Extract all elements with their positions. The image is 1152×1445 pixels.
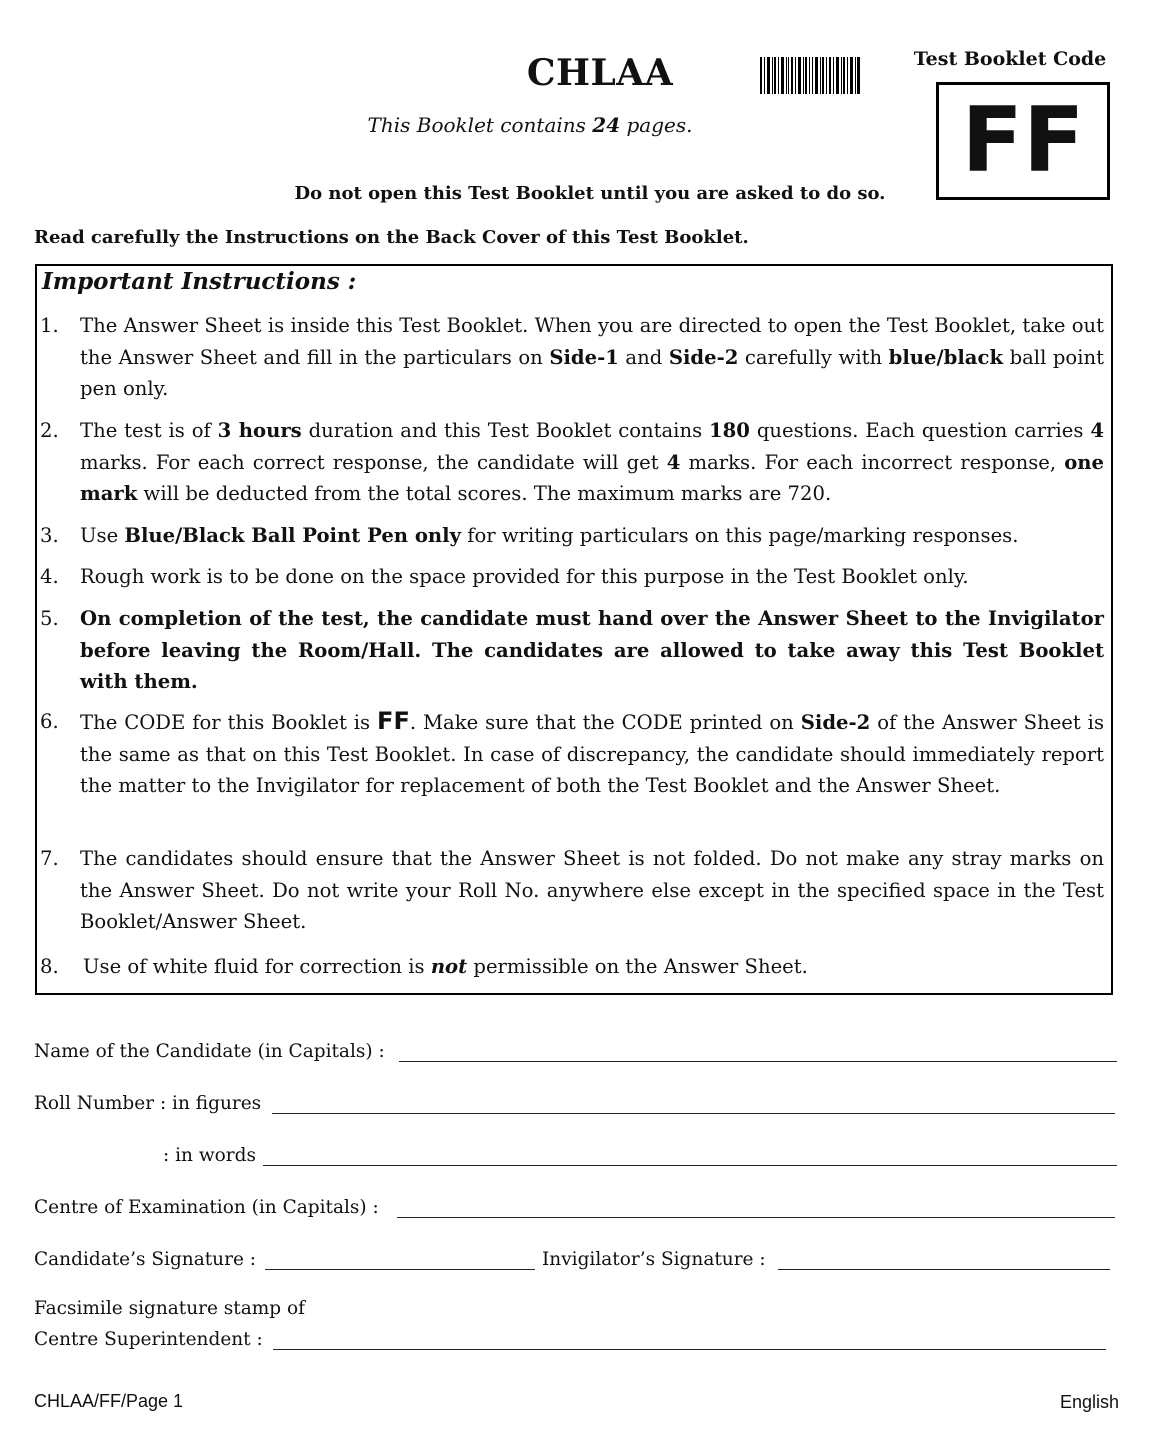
instruction-text-part: The CODE for this Booklet is <box>80 711 378 734</box>
pages-count: 24 <box>592 113 621 137</box>
instruction-item <box>40 310 1104 405</box>
roll-number-figures-field[interactable] <box>272 1113 1115 1114</box>
booklet-code-inline: FF <box>377 707 410 735</box>
instruction-text-bold: 180 <box>709 419 750 442</box>
instruction-text-part: marks. For each correct response, the candidate will get <box>80 450 667 474</box>
instruction-text-part: . Make sure that the CODE printed on <box>409 711 801 734</box>
instruction-text-part: will be deducted from the total scores. The maximum marks are 720. <box>137 482 832 505</box>
instruction-text-bold: Blue/Black Ball Point Pen only <box>124 524 461 547</box>
language-label: English <box>1059 1392 1119 1412</box>
instruction-text-part: The test is of <box>80 419 218 442</box>
instruction-number: 7. <box>40 847 59 870</box>
candidate-signature-field[interactable] <box>265 1269 535 1270</box>
instruction-text: On completion of the test, the candidate must hand over the Answer Sheet to the Invigilator before leaving the Room/Hall. The candidates are allowed to take away this Test Booklet with them. <box>80 607 1104 693</box>
test-booklet-code-box <box>936 82 1110 200</box>
instruction-text <box>80 706 1104 802</box>
instruction-text-part: Use <box>80 524 125 547</box>
instruction-number: 3. <box>40 524 59 547</box>
instruction-text-part: permissible on the Answer Sheet. <box>467 955 808 978</box>
roll-number-words-label: : in words <box>163 1145 256 1166</box>
instruction-item <box>40 706 1104 802</box>
instruction-text: The candidates should ensure that the Answer Sheet is not folded. Do not make any stray marks on the Answer Sheet. Do not write your Roll No. anywhere else except in the specified space in the Test Booklet/Answer Sheet. <box>80 847 1104 933</box>
facsimile-label-line1: Facsimile signature stamp of <box>34 1298 306 1319</box>
do-not-open-notice: Do not open this Test Booklet until you are asked to do so. <box>294 183 886 204</box>
instruction-text-part: and <box>618 345 669 369</box>
booklet-page-count-line <box>260 113 800 137</box>
instruction-number: 6. <box>40 710 59 733</box>
instruction-item <box>40 561 1104 593</box>
invigilator-signature-field[interactable] <box>778 1269 1110 1270</box>
instruction-text: Rough work is to be done on the space provided for this purpose in the Test Booklet only. <box>80 565 969 588</box>
centre-superintendent-label: Centre Superintendent : <box>34 1329 263 1350</box>
instruction-text-bold: 4 <box>666 450 681 474</box>
instruction-text-bold: 4 <box>1090 419 1104 442</box>
instructions-heading: Important Instructions : <box>42 268 357 295</box>
instruction-text-part: The Answer Sheet is inside this Test Booklet. When you are directed to open the Test Booklet, take out the Answer Sheet and fill in the particulars on <box>80 314 1104 369</box>
instruction-number: 1. <box>40 314 59 337</box>
invigilator-signature-label: Invigilator’s Signature : <box>542 1249 766 1270</box>
centre-of-examination-field[interactable] <box>397 1217 1115 1218</box>
instruction-text-emphasis: not <box>430 955 468 978</box>
candidate-signature-label: Candidate’s Signature : <box>34 1249 256 1270</box>
instruction-text <box>80 520 1104 552</box>
test-booklet-code: FF <box>961 88 1085 193</box>
instruction-text-part: marks. For each incorrect response, <box>680 450 1065 474</box>
instruction-number: 2. <box>40 419 59 442</box>
instruction-number: 4. <box>40 565 59 588</box>
instruction-text-part: ball point pen only. <box>80 345 1104 400</box>
instruction-item <box>40 843 1104 938</box>
instruction-number: 5. <box>40 607 59 630</box>
instruction-text-bold: Side-1 <box>549 345 619 369</box>
instruction-item <box>40 520 1104 552</box>
instruction-text-part: questions. Each question carries <box>749 419 1091 442</box>
candidate-name-label: Name of the Candidate (in Capitals) : <box>34 1041 385 1062</box>
booklet-title: CHLAA <box>526 52 674 94</box>
read-carefully-notice: Read carefully the Instructions on the Back Cover of this Test Booklet. <box>34 227 749 248</box>
instruction-text-bold: blue/black <box>888 345 1004 369</box>
page-identifier: CHLAA/FF/Page 1 <box>34 1391 184 1411</box>
instruction-text-bold: one mark <box>80 450 1104 505</box>
instruction-text-bold: Side-2 <box>668 345 739 369</box>
roll-number-words-field[interactable] <box>263 1165 1117 1166</box>
instruction-text-part: carefully with <box>738 345 889 369</box>
test-booklet-code-label: Test Booklet Code <box>913 48 1107 70</box>
instruction-item <box>40 951 1104 983</box>
barcode-icon <box>760 57 860 94</box>
instruction-text <box>80 415 1104 510</box>
pages-prefix: This Booklet contains <box>367 113 593 137</box>
instruction-text-part: for writing particulars on this page/marking responses. <box>461 524 1019 547</box>
instruction-text-bold: Side-2 <box>800 711 871 734</box>
instruction-text <box>83 951 1104 983</box>
centre-of-examination-label: Centre of Examination (in Capitals) : <box>34 1197 379 1218</box>
instruction-text <box>80 310 1104 405</box>
instruction-item <box>40 603 1104 698</box>
instruction-text-part: of the Answer Sheet is the same as that on this Test Booklet. In case of discrepancy, the candidate should immediately report the matter to the Invigilator for replacement of both the Test Booklet and the Answer Sheet. <box>80 711 1105 797</box>
instruction-text-part: duration and this Test Booklet contains <box>301 419 710 442</box>
centre-superintendent-field[interactable] <box>273 1349 1106 1350</box>
pages-suffix: pages. <box>620 113 693 137</box>
instruction-item <box>40 415 1104 510</box>
roll-number-figures-label: Roll Number : in figures <box>34 1093 262 1114</box>
instruction-text-part: Use of white fluid for correction is <box>83 955 431 978</box>
instruction-number: 8. <box>40 955 59 978</box>
candidate-name-field[interactable] <box>399 1061 1117 1062</box>
instruction-text-bold: 3 hours <box>217 419 302 442</box>
